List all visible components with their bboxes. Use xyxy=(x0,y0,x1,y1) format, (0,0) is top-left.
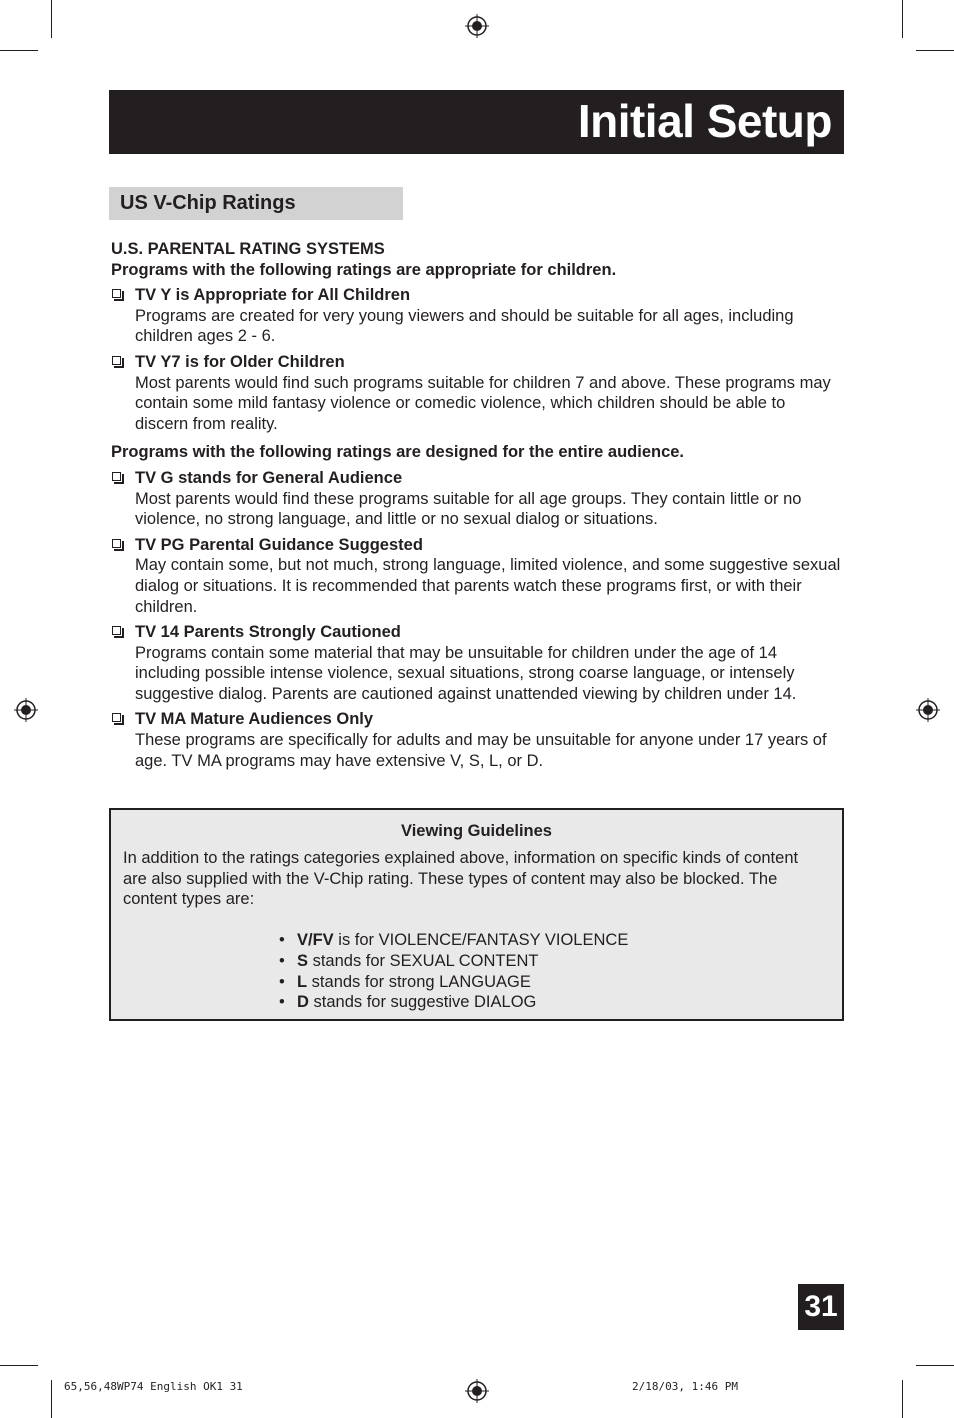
crop-mark xyxy=(916,50,954,51)
bullet-icon: • xyxy=(279,951,285,970)
content-description: is for VIOLENCE/FANTASY VIOLENCE xyxy=(333,931,629,949)
content-code: V/FV xyxy=(297,931,334,949)
checkbox-icon xyxy=(112,626,121,635)
crop-mark xyxy=(0,1365,38,1366)
rating-title: TV 14 Parents Strongly Cautioned xyxy=(135,623,401,642)
section-heading-box xyxy=(109,187,403,220)
registration-mark-icon xyxy=(916,698,940,722)
rating-description: Programs are created for very young viewers and should be suitable for all ages, including children ages 2 - 6. xyxy=(135,306,794,346)
content-description: stands for SEXUAL CONTENT xyxy=(308,951,539,970)
rating-item xyxy=(111,352,841,434)
rating-item xyxy=(111,285,841,347)
audience-ratings-intro: Programs with the following ratings are designed for the entire audience. xyxy=(111,443,685,462)
content-description: stands for suggestive DIALOG xyxy=(308,993,537,1012)
rating-description: Most parents would find such programs suitable for children 7 and above. These programs may contain some mild fantasy violence or comedic violence, which children should be able to discern from reality. xyxy=(135,373,831,433)
crop-mark xyxy=(902,0,903,38)
checkbox-icon xyxy=(112,539,121,548)
rating-item xyxy=(111,709,841,771)
registration-mark-icon xyxy=(465,1379,489,1403)
rating-description: Programs contain some material that may be unsuitable for children under the age of 14 including possible intense violence, sexual situations, strong coarse language, or intensely suggestive dialog. Parents are cautioned against unattended viewing by children under 14. xyxy=(135,643,797,703)
content-code: S xyxy=(297,951,309,970)
checkbox-icon xyxy=(112,289,121,298)
crop-mark xyxy=(51,1380,52,1418)
bullet-icon: • xyxy=(279,931,285,949)
rating-item xyxy=(111,468,841,530)
print-slug-timestamp: 2/18/03, 1:46 PM xyxy=(632,1380,738,1393)
crop-mark xyxy=(0,50,38,51)
rating-systems-heading: U.S. PARENTAL RATING SYSTEMS xyxy=(111,240,385,258)
bullet-icon: • xyxy=(279,972,285,991)
registration-mark-icon xyxy=(465,14,489,38)
list-item xyxy=(279,951,628,972)
rating-item xyxy=(111,622,841,704)
list-item xyxy=(279,930,628,951)
rating-title: TV PG Parental Guidance Suggested xyxy=(135,535,423,554)
guidelines-title: Viewing Guidelines xyxy=(401,822,552,840)
guidelines-body: In addition to the ratings categories explained above, information on specific kinds of content are also supplied with the V-Chip rating. These types of content may also be blocked. The content types are: xyxy=(123,849,799,909)
rating-title: TV Y is Appropriate for All Children xyxy=(135,286,411,305)
content-code: L xyxy=(297,972,308,991)
crop-mark xyxy=(51,0,52,38)
content-code: D xyxy=(297,993,309,1012)
list-item xyxy=(279,972,628,993)
page-number: 31 xyxy=(798,1284,844,1330)
rating-description: May contain some, but not much, strong language, limited violence, and some suggestive sexual dialog or situations. It is recommended that parents watch these programs first, or with their children. xyxy=(135,556,841,616)
children-ratings-intro: Programs with the following ratings are appropriate for children. xyxy=(111,260,617,279)
crop-mark xyxy=(902,1380,903,1418)
registration-mark-icon xyxy=(14,698,38,722)
crop-mark xyxy=(916,1365,954,1366)
rating-title: TV G stands for General Audience xyxy=(135,468,403,487)
viewing-guidelines-box xyxy=(109,808,844,1021)
rating-description: These programs are specifically for adults and may be unsuitable for anyone under 17 years of age. TV MA programs may have extensive V, S, L, or D. xyxy=(135,731,827,770)
rating-item xyxy=(111,535,841,617)
rating-description: Most parents would find these programs suitable for all age groups. They contain little or no violence, no strong language, and little or no sexual dialog or situations. xyxy=(135,489,802,529)
checkbox-icon xyxy=(112,472,121,481)
rating-title: TV MA Mature Audiences Only xyxy=(135,710,374,729)
content-types-list xyxy=(279,930,628,1013)
bullet-icon: • xyxy=(279,993,285,1012)
list-item xyxy=(279,992,628,1013)
checkbox-icon xyxy=(112,713,121,722)
rating-title: TV Y7 is for Older Children xyxy=(135,352,345,371)
section-title: US V-Chip Ratings xyxy=(120,192,296,214)
print-slug-file: 65,56,48WP74 English OK1 31 xyxy=(64,1380,243,1393)
header-bar xyxy=(109,90,844,154)
page-title: Initial Setup xyxy=(577,95,832,147)
content-description: stands for strong LANGUAGE xyxy=(307,972,531,991)
ratings-content xyxy=(111,239,841,771)
checkbox-icon xyxy=(112,356,121,365)
